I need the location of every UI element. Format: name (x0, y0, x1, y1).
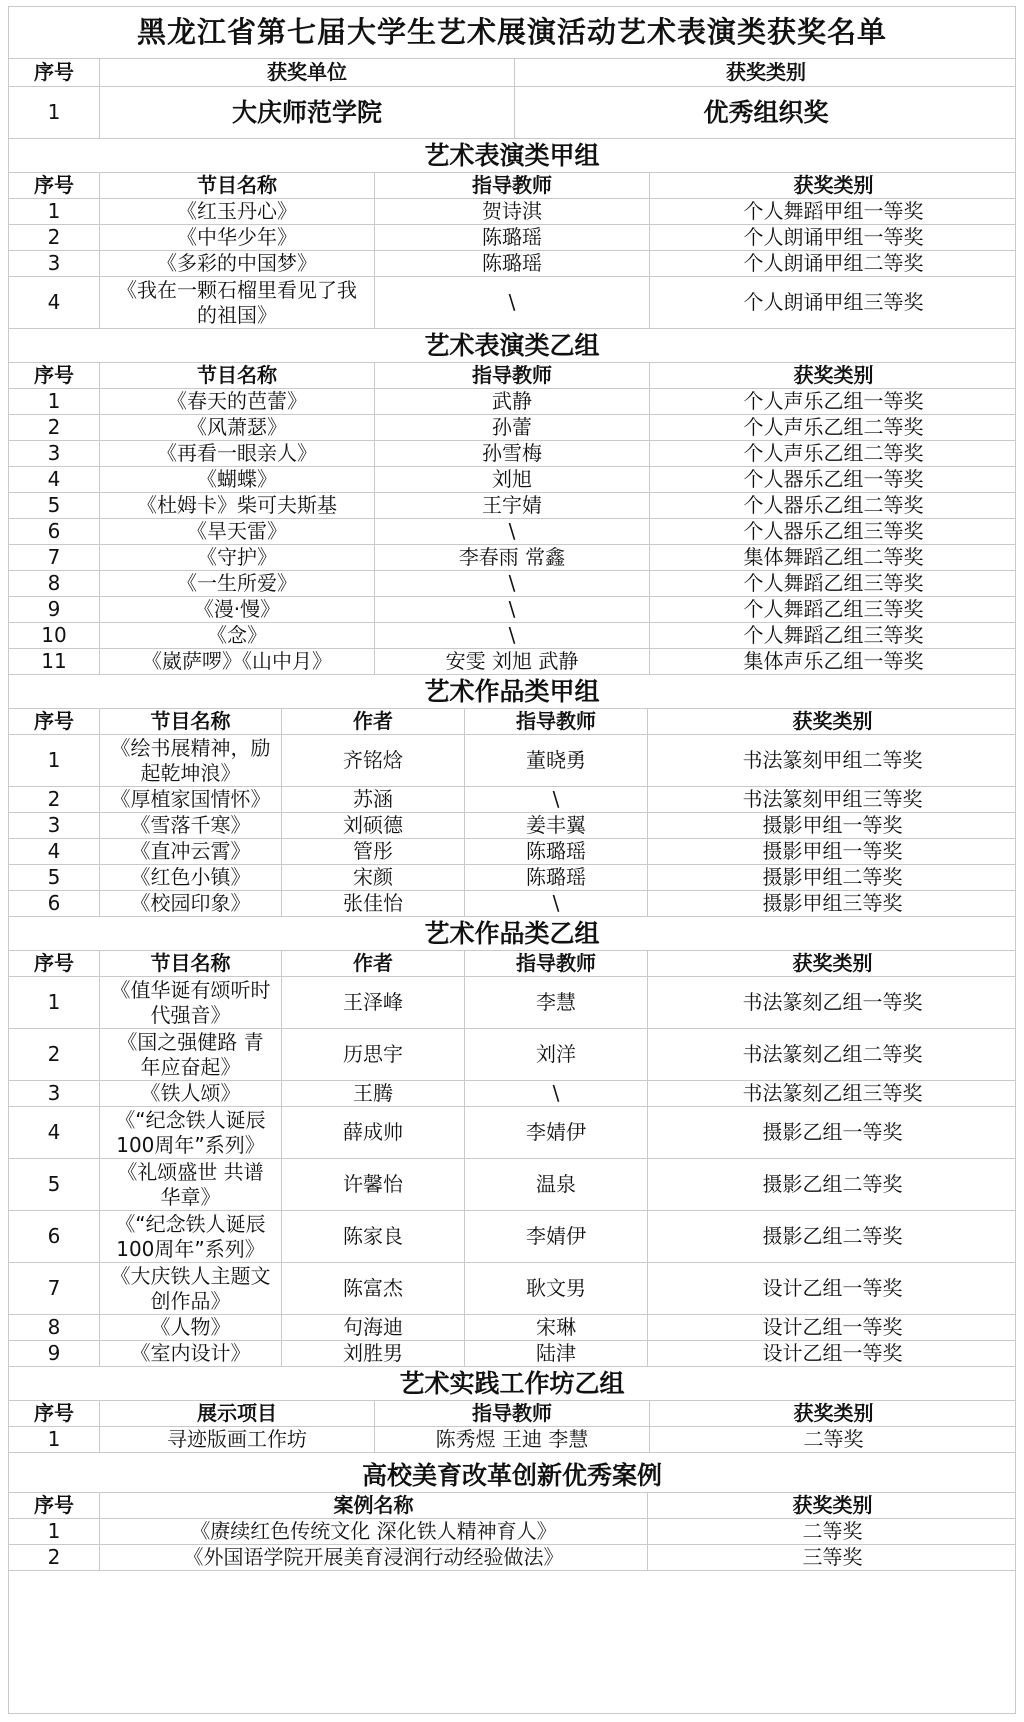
table-header-row (9, 951, 1015, 977)
column-header: 获奖类别 (649, 173, 1017, 198)
table-row (9, 813, 1015, 839)
table-cell: 董晓勇 (464, 735, 647, 786)
table-cell: 个人声乐乙组二等奖 (649, 415, 1017, 440)
section-title-row (9, 329, 1015, 363)
table-cell: 2 (47, 225, 61, 249)
table-cell: 集体声乐乙组一等奖 (649, 649, 1017, 674)
section-title: 艺术作品类乙组 (424, 919, 600, 948)
table-cell: 《多彩的中国梦》 (99, 251, 374, 276)
table-cell: 《人物》 (99, 1315, 281, 1340)
table-cell: 《国之强健路 青 年应奋起》 (99, 1029, 281, 1080)
table-cell: 宋颜 (281, 865, 464, 890)
table-cell: 6 (47, 891, 61, 915)
table-cell: 摄影甲组一等奖 (647, 839, 1017, 864)
column-header: 展示项目 (99, 1401, 374, 1426)
table-cell: 姜丰翼 (464, 813, 647, 838)
table-cell: 宋琳 (464, 1315, 647, 1340)
table-cell: 王泽峰 (281, 977, 464, 1028)
table-cell: 1 (47, 748, 61, 772)
table-cell: 齐铭焓 (281, 735, 464, 786)
table-cell: 个人舞蹈乙组三等奖 (649, 597, 1017, 622)
column-header: 序号 (34, 363, 74, 387)
table-cell: 武静 (374, 389, 649, 414)
table-header-row (9, 709, 1015, 735)
table-cell: \ (374, 597, 649, 622)
table-cell: 6 (47, 519, 61, 543)
column-header: 节目名称 (99, 173, 374, 198)
table-cell: 陆津 (464, 1341, 647, 1366)
table-cell: 摄影甲组二等奖 (647, 865, 1017, 890)
table-cell: 集体舞蹈乙组二等奖 (649, 545, 1017, 570)
table-cell: \ (374, 623, 649, 648)
table-cell: 1 (47, 199, 61, 223)
table-cell: 书法篆刻乙组一等奖 (647, 977, 1017, 1028)
table-cell: 10 (41, 623, 67, 647)
table-cell: 《蝴蝶》 (99, 467, 374, 492)
table-cell: 薛成帅 (281, 1107, 464, 1158)
table-cell: 5 (47, 865, 61, 889)
table-cell: 王腾 (281, 1081, 464, 1106)
table-cell: 三等奖 (647, 1545, 1017, 1570)
table-row (9, 1315, 1015, 1341)
table-cell: 《铁人颂》 (99, 1081, 281, 1106)
table-cell: 5 (47, 1172, 61, 1196)
table-cell: 《大庆铁人主题文 创作品》 (99, 1263, 281, 1314)
section-title: 艺术实践工作坊乙组 (399, 1369, 625, 1398)
table-cell: 5 (47, 493, 61, 517)
table-row (9, 467, 1015, 493)
table-cell: 书法篆刻乙组二等奖 (647, 1029, 1017, 1080)
section-title-row (9, 917, 1015, 951)
table-cell: 《杜姆卡》柴可夫斯基 (99, 493, 374, 518)
table-cell: 孙雪梅 (374, 441, 649, 466)
table-cell: 《漫·慢》 (99, 597, 374, 622)
table-row (9, 1211, 1015, 1263)
column-header: 获奖类别 (647, 951, 1017, 976)
table-cell: 书法篆刻乙组三等奖 (647, 1081, 1017, 1106)
table-cell: \ (374, 519, 649, 544)
table-cell: 《外国语学院开展美育浸润行动经验做法》 (99, 1545, 647, 1570)
column-header: 获奖类别 (647, 709, 1017, 734)
column-header: 节目名称 (99, 709, 281, 734)
table-row (9, 1159, 1015, 1211)
table-cell: 《校园印象》 (99, 891, 281, 916)
table-cell: 刘旭 (374, 467, 649, 492)
table-cell: 9 (47, 1341, 61, 1365)
column-header: 指导教师 (464, 709, 647, 734)
table-cell: 书法篆刻甲组三等奖 (647, 787, 1017, 812)
table-cell: 陈璐瑶 (464, 865, 647, 890)
table-cell: 陈富杰 (281, 1263, 464, 1314)
column-header: 获奖单位 (99, 59, 514, 86)
table-header-row (9, 1493, 1015, 1519)
column-header: 序号 (34, 173, 74, 197)
table-cell: 个人朗诵甲组一等奖 (649, 225, 1017, 250)
column-header: 作者 (281, 709, 464, 734)
table-cell: 1 (47, 389, 61, 413)
table-cell: 6 (47, 1224, 61, 1248)
table-cell: 3 (47, 1081, 61, 1105)
table-cell: 个人舞蹈乙组三等奖 (649, 571, 1017, 596)
table-cell: 许馨怡 (281, 1159, 464, 1210)
table-cell: 《守护》 (99, 545, 374, 570)
table-row (9, 977, 1015, 1029)
table-cell: 摄影乙组二等奖 (647, 1159, 1017, 1210)
table-cell: 《绘书展精神，励 起乾坤浪》 (99, 735, 281, 786)
table-row (9, 649, 1015, 675)
table-cell: 2 (47, 787, 61, 811)
section-title-row (9, 675, 1015, 709)
table-cell: 个人舞蹈甲组一等奖 (649, 199, 1017, 224)
column-header: 案例名称 (99, 1493, 647, 1518)
table-cell: 《中华少年》 (99, 225, 374, 250)
table-cell: 2 (47, 1545, 61, 1569)
table-cell: 2 (47, 1042, 61, 1066)
table-cell: 2 (47, 415, 61, 439)
table-row (9, 571, 1015, 597)
table-cell: 《值华诞有颂听时 代强音》 (99, 977, 281, 1028)
table-row (9, 1263, 1015, 1315)
section-title-row (9, 139, 1015, 173)
document-title: 黑龙江省第七届大学生艺术展演活动艺术表演类获奖名单 (136, 15, 887, 49)
table-cell: 《“纪念铁人诞辰 100周年”系列》 (99, 1107, 281, 1158)
table-cell: 4 (47, 1120, 61, 1144)
column-header: 获奖类别 (647, 1493, 1017, 1518)
table-cell: 二等奖 (647, 1519, 1017, 1544)
column-header: 指导教师 (374, 363, 649, 388)
table-row (9, 1107, 1015, 1159)
document-title-row (9, 7, 1015, 59)
table-row (9, 1081, 1015, 1107)
table-cell: 11 (41, 649, 67, 673)
section-title: 艺术作品类甲组 (424, 677, 600, 706)
table-cell: 陈璐瑶 (374, 225, 649, 250)
table-cell: 优秀组织奖 (514, 87, 1017, 138)
table-cell: 孙蕾 (374, 415, 649, 440)
column-header: 节目名称 (99, 363, 374, 388)
table-cell: 《风萧瑟》 (99, 415, 374, 440)
table-cell: 李婧伊 (464, 1211, 647, 1262)
table-cell: 李慧 (464, 977, 647, 1028)
column-header: 获奖类别 (649, 1401, 1017, 1426)
table-cell: \ (374, 277, 649, 328)
table-row (9, 545, 1015, 571)
table-cell: 个人声乐乙组一等奖 (649, 389, 1017, 414)
table-row (9, 1545, 1015, 1571)
table-cell: \ (464, 1081, 647, 1106)
table-cell: 摄影乙组一等奖 (647, 1107, 1017, 1158)
table-cell: 刘洋 (464, 1029, 647, 1080)
table-row (9, 623, 1015, 649)
table-cell: 大庆师范学院 (99, 87, 514, 138)
table-cell: 耿文男 (464, 1263, 647, 1314)
column-header: 序号 (34, 60, 74, 84)
table-row (9, 891, 1015, 917)
table-cell: 《旱天雷》 (99, 519, 374, 544)
table-cell: 个人朗诵甲组二等奖 (649, 251, 1017, 276)
column-header: 节目名称 (99, 951, 281, 976)
table-cell: 《“纪念铁人诞辰 100周年”系列》 (99, 1211, 281, 1262)
table-cell: 个人声乐乙组二等奖 (649, 441, 1017, 466)
table-row (9, 199, 1015, 225)
table-cell: 3 (47, 251, 61, 275)
section-title: 艺术表演类甲组 (424, 141, 600, 170)
table-cell: 7 (47, 1276, 61, 1300)
section-title: 高校美育改革创新优秀案例 (361, 1461, 662, 1490)
table-cell: 《一生所爱》 (99, 571, 374, 596)
table-row (9, 839, 1015, 865)
table-cell: 个人器乐乙组三等奖 (649, 519, 1017, 544)
table-cell: 温泉 (464, 1159, 647, 1210)
table-cell: 陈家良 (281, 1211, 464, 1262)
table-cell: 《雪落千寒》 (99, 813, 281, 838)
table-cell: 李婧伊 (464, 1107, 647, 1158)
table-cell: 《直冲云霄》 (99, 839, 281, 864)
table-header-row (9, 59, 1015, 87)
table-cell: 刘硕德 (281, 813, 464, 838)
table-cell: 1 (47, 100, 61, 124)
table-cell: 9 (47, 597, 61, 621)
column-header: 序号 (34, 709, 74, 733)
table-cell: 8 (47, 571, 61, 595)
table-row (9, 519, 1015, 545)
column-header: 获奖类别 (514, 59, 1017, 86)
table-cell: 贺诗淇 (374, 199, 649, 224)
table-cell: 苏涵 (281, 787, 464, 812)
table-cell: \ (464, 787, 647, 812)
column-header: 指导教师 (374, 173, 649, 198)
table-cell: 李春雨 常鑫 (374, 545, 649, 570)
section-title-row (9, 1459, 1015, 1493)
table-cell: 设计乙组一等奖 (647, 1263, 1017, 1314)
table-cell: 安雯 刘旭 武静 (374, 649, 649, 674)
table-cell: 4 (47, 290, 61, 314)
table-cell: 《室内设计》 (99, 1341, 281, 1366)
table-cell: 摄影乙组二等奖 (647, 1211, 1017, 1262)
table-cell: 4 (47, 467, 61, 491)
table-cell: 陈璐瑶 (374, 251, 649, 276)
table-cell: 张佳怡 (281, 891, 464, 916)
table-cell: 个人舞蹈乙组三等奖 (649, 623, 1017, 648)
table-cell: \ (374, 571, 649, 596)
table-row (9, 1427, 1015, 1453)
table-cell: 8 (47, 1315, 61, 1339)
table-row (9, 1029, 1015, 1081)
table-cell: 《赓续红色传统文化 深化铁人精神育人》 (99, 1519, 647, 1544)
table-cell: 个人朗诵甲组三等奖 (649, 277, 1017, 328)
table-row (9, 225, 1015, 251)
table-row (9, 865, 1015, 891)
table-cell: 3 (47, 813, 61, 837)
table-cell: 寻迹版画工作坊 (99, 1427, 374, 1452)
table-cell: 二等奖 (649, 1427, 1017, 1452)
table-cell: \ (464, 891, 647, 916)
table-cell: 《红玉丹心》 (99, 199, 374, 224)
table-row (9, 597, 1015, 623)
table-cell: 《厚植家国情怀》 (99, 787, 281, 812)
table-cell: 1 (47, 1427, 61, 1451)
table-cell: 4 (47, 839, 61, 863)
table-cell: 个人器乐乙组一等奖 (649, 467, 1017, 492)
table-cell: 《红色小镇》 (99, 865, 281, 890)
column-header: 作者 (281, 951, 464, 976)
column-header: 序号 (34, 1493, 74, 1517)
table-cell: 句海迪 (281, 1315, 464, 1340)
table-cell: 管彤 (281, 839, 464, 864)
table-cell: 摄影甲组一等奖 (647, 813, 1017, 838)
table-row (9, 277, 1015, 329)
table-cell: 《我在一颗石榴里看见了我 的祖国》 (99, 277, 374, 328)
table-cell: 历思宇 (281, 1029, 464, 1080)
table-cell: 刘胜男 (281, 1341, 464, 1366)
table-cell: 3 (47, 441, 61, 465)
table-cell: 《春天的芭蕾》 (99, 389, 374, 414)
table-cell: 7 (47, 545, 61, 569)
table-cell: 个人器乐乙组二等奖 (649, 493, 1017, 518)
table-cell: 《念》 (99, 623, 374, 648)
table-row (9, 87, 1015, 139)
table-row (9, 441, 1015, 467)
table-cell: 书法篆刻甲组二等奖 (647, 735, 1017, 786)
section-title-row (9, 1367, 1015, 1401)
table-row (9, 1341, 1015, 1367)
table-row (9, 251, 1015, 277)
table-cell: 1 (47, 990, 61, 1014)
table-cell: 陈璐瑶 (464, 839, 647, 864)
section-title: 艺术表演类乙组 (424, 331, 600, 360)
column-header: 指导教师 (374, 1401, 649, 1426)
table-cell: 摄影甲组三等奖 (647, 891, 1017, 916)
table-cell: 设计乙组一等奖 (647, 1315, 1017, 1340)
table-cell: 王宇婧 (374, 493, 649, 518)
table-header-row (9, 173, 1015, 199)
table-cell: 《崴萨啰》《山中月》 (99, 649, 374, 674)
table-row (9, 735, 1015, 787)
column-header: 序号 (34, 951, 74, 975)
table-header-row (9, 363, 1015, 389)
table-cell: 《礼颂盛世 共谱 华章》 (99, 1159, 281, 1210)
table-row (9, 787, 1015, 813)
table-cell: 1 (47, 1519, 61, 1543)
table-row (9, 493, 1015, 519)
column-header: 指导教师 (464, 951, 647, 976)
table-row (9, 389, 1015, 415)
table-row (9, 415, 1015, 441)
column-header: 获奖类别 (649, 363, 1017, 388)
table-cell: 陈秀煜 王迪 李慧 (374, 1427, 649, 1452)
table-row (9, 1519, 1015, 1545)
table-cell: 《再看一眼亲人》 (99, 441, 374, 466)
award-list-document (8, 6, 1016, 1714)
table-cell: 设计乙组一等奖 (647, 1341, 1017, 1366)
table-header-row (9, 1401, 1015, 1427)
column-header: 序号 (34, 1401, 74, 1425)
